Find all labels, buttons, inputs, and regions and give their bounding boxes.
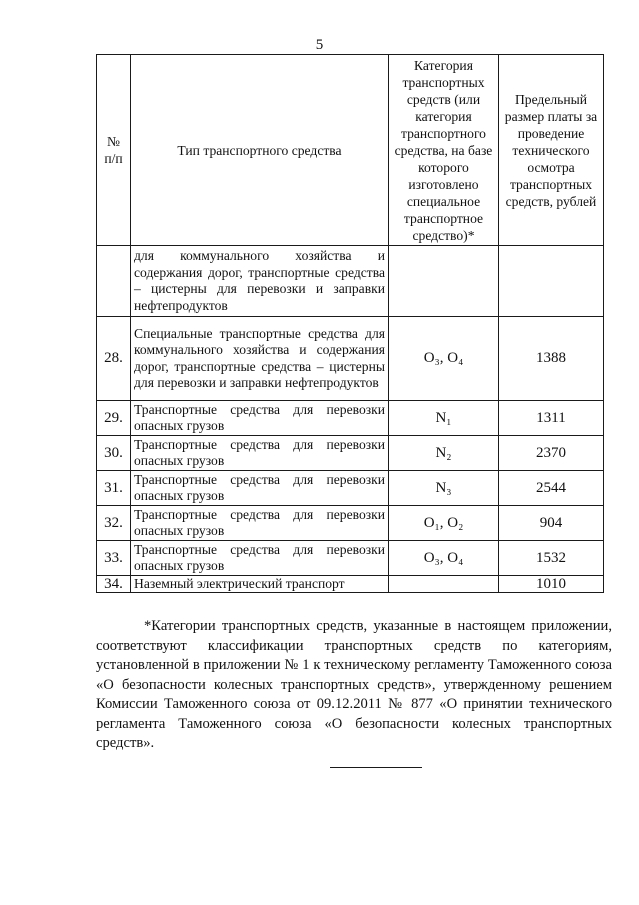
page-number: 5	[315, 37, 324, 53]
row-number: 33.	[97, 541, 131, 576]
row-vehicle-type: Транспортные средства для перевозки опасных грузов	[131, 471, 389, 506]
row-vehicle-type: Транспортные средства для перевозки опасных грузов	[131, 401, 389, 436]
row-fee: 2544	[499, 471, 604, 506]
table-row	[97, 401, 604, 436]
header-vehicle-type: Тип транспортного средства	[131, 55, 389, 246]
row-fee: 1532	[499, 541, 604, 576]
table-row	[97, 317, 604, 401]
fee-table	[96, 54, 604, 593]
row-fee: 1388	[499, 317, 604, 401]
row-category: O₃, O₄	[389, 317, 499, 401]
row-category	[389, 246, 499, 317]
row-category: O₃, O₄	[389, 541, 499, 576]
header-vehicle-category: Категория транспортных средств (или категория транспортного средства, на базе которого изготовлено специальное транспортное средство)*	[389, 55, 499, 246]
row-category: O₁, O₂	[389, 506, 499, 541]
row-number: 29.	[97, 401, 131, 436]
end-divider	[330, 767, 422, 768]
table-row	[97, 246, 604, 317]
table-header-row	[97, 55, 604, 246]
row-vehicle-type: для коммунального хозяйства и содержания дорог, транспортные средства – цистерны для перевозки и заправки нефтепродуктов	[131, 246, 389, 317]
row-number: 30.	[97, 436, 131, 471]
table-row	[97, 436, 604, 471]
row-number: 32.	[97, 506, 131, 541]
row-number	[97, 246, 131, 317]
footnote: *Категории транспортных средств, указанные в настоящем приложении, соответствуют классификации транспортных средств по категориям, установленной в приложении № 1 к техническому регламенту Таможенного союза «О безопасности колесных транспортных средств», утвержденному решением Комиссии Таможенного союза от 09.12.2011 № 877 «О принятии технического регламента Таможенного союза «О безопасности колесных транспортных средств».	[96, 618, 612, 751]
row-vehicle-type: Наземный электрический транспорт	[131, 576, 389, 593]
row-number: 34.	[97, 576, 131, 593]
row-vehicle-type: Транспортные средства для перевозки опасных грузов	[131, 541, 389, 576]
row-category: N₃	[389, 471, 499, 506]
header-max-fee: Предельный размер платы за проведение технического осмотра транспортных средств, рублей	[499, 55, 604, 246]
table-row	[97, 506, 604, 541]
row-number: 31.	[97, 471, 131, 506]
row-fee: 904	[499, 506, 604, 541]
row-fee: 1010	[499, 576, 604, 593]
row-number: 28.	[97, 317, 131, 401]
row-fee	[499, 246, 604, 317]
header-number: № п/п	[97, 55, 131, 246]
row-category: N₂	[389, 436, 499, 471]
row-vehicle-type: Транспортные средства для перевозки опасных грузов	[131, 506, 389, 541]
table-row	[97, 541, 604, 576]
table-row	[97, 471, 604, 506]
row-vehicle-type: Специальные транспортные средства для коммунального хозяйства и содержания дорог, транспортные средства – цистерны для перевозки и заправки нефтепродуктов	[131, 317, 389, 401]
row-vehicle-type: Транспортные средства для перевозки опасных грузов	[131, 436, 389, 471]
row-fee: 1311	[499, 401, 604, 436]
row-category: N₁	[389, 401, 499, 436]
row-category	[389, 576, 499, 593]
row-fee: 2370	[499, 436, 604, 471]
table-row	[97, 576, 604, 593]
